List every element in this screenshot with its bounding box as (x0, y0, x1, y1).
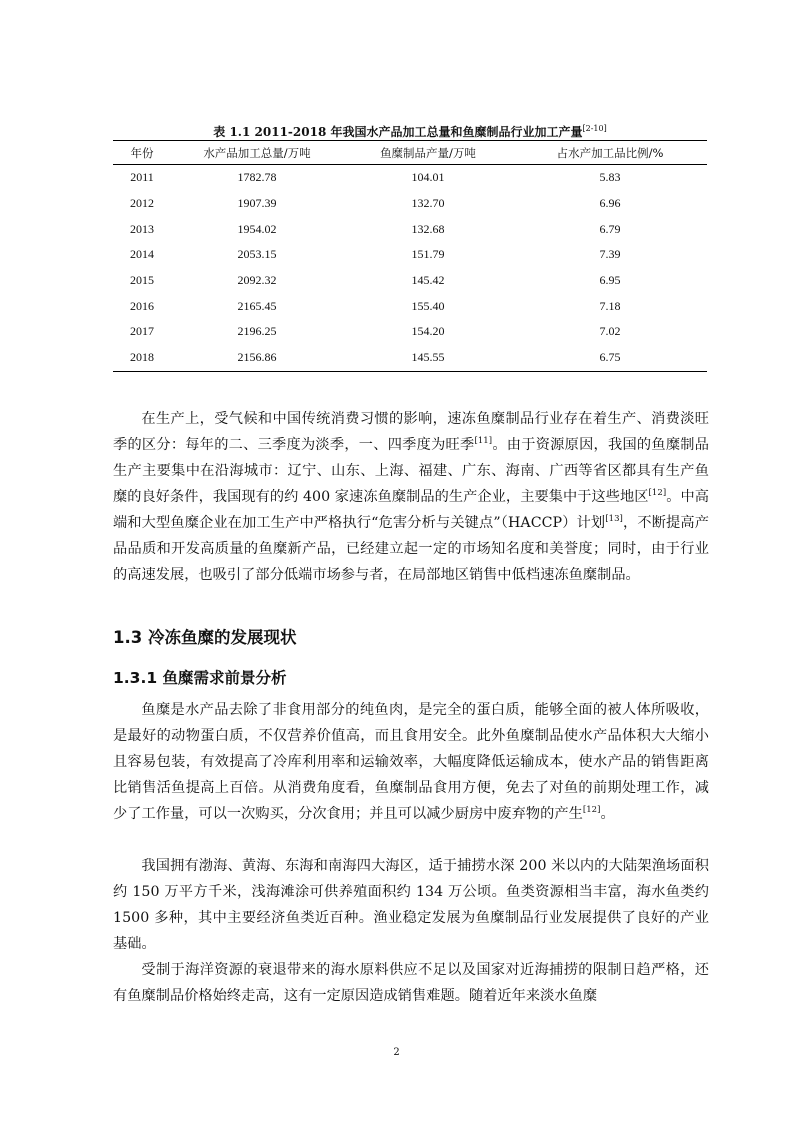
table-cell: 2013 (130, 221, 154, 236)
table-row (113, 191, 707, 217)
para1-text-1: 在生产上，受气候和中国传统消费习惯的影响，速冻鱼糜制品行业存在着生产、消费淡旺季的区分：每年的二、三季度为淡季，一、四季度为旺季 (113, 411, 709, 453)
table-cell: 2196.25 (237, 324, 277, 339)
citation-12b: [12] (582, 805, 601, 815)
para2-text-2: 。 (600, 806, 615, 822)
table-cell: 7.02 (599, 324, 621, 339)
table-caption-reference: [2-10] (582, 124, 607, 133)
table-cell: 2092.32 (237, 273, 277, 288)
table-cell: 1782.78 (237, 170, 277, 185)
table-row (113, 268, 707, 294)
table-row (113, 319, 707, 345)
table-caption (113, 118, 707, 141)
table-cell: 2015 (130, 273, 154, 288)
table-row (113, 345, 707, 371)
table-cell: 6.75 (599, 350, 621, 365)
paragraph-sea-resources: 我国拥有渤海、黄海、东海和南海四大海区，适于捕捞水深 200 米以内的大陆架渔场面积约 150 万平方千米，浅海滩涂可供养殖面积约 134 万公顷。鱼类资源相当丰富，海水鱼类约 1500 多种，其中主要经济鱼类近百种。渔业稳定发展为鱼糜制品行业发展提供了良好的产业基础。 (113, 858, 709, 952)
table-cell: 7.18 (599, 298, 621, 313)
table-cell: 2014 (130, 247, 154, 262)
table-header (113, 141, 707, 165)
data-table-block (113, 118, 707, 372)
paragraph-supply-constraints: 受制于海洋资源的衰退带来的海水原料供应不足以及国家对近海捕捞的限制日趋严格，还有鱼糜制品价格始终走高，这有一定原因造成销售难题。随着近年来淡水鱼糜 (113, 962, 709, 1004)
table-cell: 2011 (130, 170, 154, 185)
table-cell: 1954.02 (237, 221, 277, 236)
citation-11: [11] (474, 436, 493, 446)
table-cell: 2016 (130, 298, 154, 313)
table-cell: 2156.86 (237, 350, 277, 365)
header-total-processing: 水产品加工总量/万吨 (203, 145, 311, 160)
header-year: 年份 (130, 145, 154, 160)
table-body (113, 165, 707, 372)
table-row (113, 242, 707, 268)
table-cell: 6.79 (599, 221, 621, 236)
citation-12: [12] (648, 488, 667, 498)
para1-text-4: ，不断提高产品品质和开发高质量的鱼糜新产品，已经建立起一定的市场知名度和美誉度；同时，由于行业的高速发展，也吸引了部分低端市场参与者，在局部地区销售中低档速冻鱼糜制品。 (113, 515, 709, 583)
para1-text-2: 。由于资源原因，我国的鱼糜制品生产主要集中在沿海城市：辽宁、山东、上海、福建、广东、海南、广西等省区都具有生产鱼糜的良好条件，我国现有的约 400 家速冻鱼糜制品的生产企业，主要集中于这些地区 (113, 437, 709, 505)
table-cell: 2012 (130, 196, 154, 211)
table-row (113, 165, 707, 191)
table-cell: 154.20 (411, 324, 445, 339)
table-row (113, 216, 707, 242)
header-percentage: 占水产加工品比例/% (556, 145, 664, 160)
table-cell: 2018 (130, 350, 154, 365)
table-cell: 2165.45 (237, 298, 277, 313)
section-heading-1-3: 1.3 冷冻鱼糜的发展现状 (113, 628, 297, 647)
table-cell: 132.70 (411, 196, 445, 211)
header-surimi-output: 鱼糜制品产量/万吨 (380, 145, 476, 160)
table-cell: 5.83 (599, 170, 621, 185)
table-cell: 6.96 (599, 196, 621, 211)
table-cell: 2017 (130, 324, 154, 339)
paragraph-surimi-nutrition (113, 697, 709, 827)
table-caption-text: 表 1.1 2011-2018 年我国水产品加工总量和鱼糜制品行业加工产量 (213, 125, 583, 139)
paragraph-production-seasons (113, 406, 709, 588)
page-number: 2 (393, 1047, 400, 1058)
table-cell: 145.55 (411, 350, 445, 365)
table-cell: 155.40 (411, 298, 445, 313)
section-heading-1-3-1: 1.3.1 鱼糜需求前景分析 (113, 669, 287, 687)
table-cell: 2053.15 (237, 247, 277, 262)
citation-13: [13] (605, 514, 623, 524)
table-cell: 104.01 (411, 170, 445, 185)
table-cell: 132.68 (411, 221, 445, 236)
para2-text-1: 鱼糜是水产品去除了非食用部分的纯鱼肉，是完全的蛋白质，能够全面的被人体所吸收，是最好的动物蛋白质，不仅营养价值高，而且食用安全。此外鱼糜制品使水产品体积大大缩小且容易包装，有效提高了冷库利用率和运输效率，大幅度降低运输成本，使水产品的销售距离比销售活鱼提高上百倍。从消费角度看，鱼糜制品食用方便，免去了对鱼的前期处理工作，减少了工作量，可以一次购买，分次食用；并且可以减少厨房中废弃物的产生 (113, 702, 709, 822)
table-row (113, 293, 707, 319)
table-cell: 151.79 (411, 247, 445, 262)
production-table (113, 141, 707, 372)
table-cell: 1907.39 (237, 196, 277, 211)
table-header-row (113, 141, 707, 165)
table-cell: 6.95 (599, 273, 621, 288)
table-cell: 145.42 (411, 273, 445, 288)
table-cell: 7.39 (599, 247, 621, 262)
para1-text-3: 。中高端和大型鱼糜企业在加工生产中严格执行“危害分析与关键点”（HACCP）计划 (113, 489, 709, 531)
